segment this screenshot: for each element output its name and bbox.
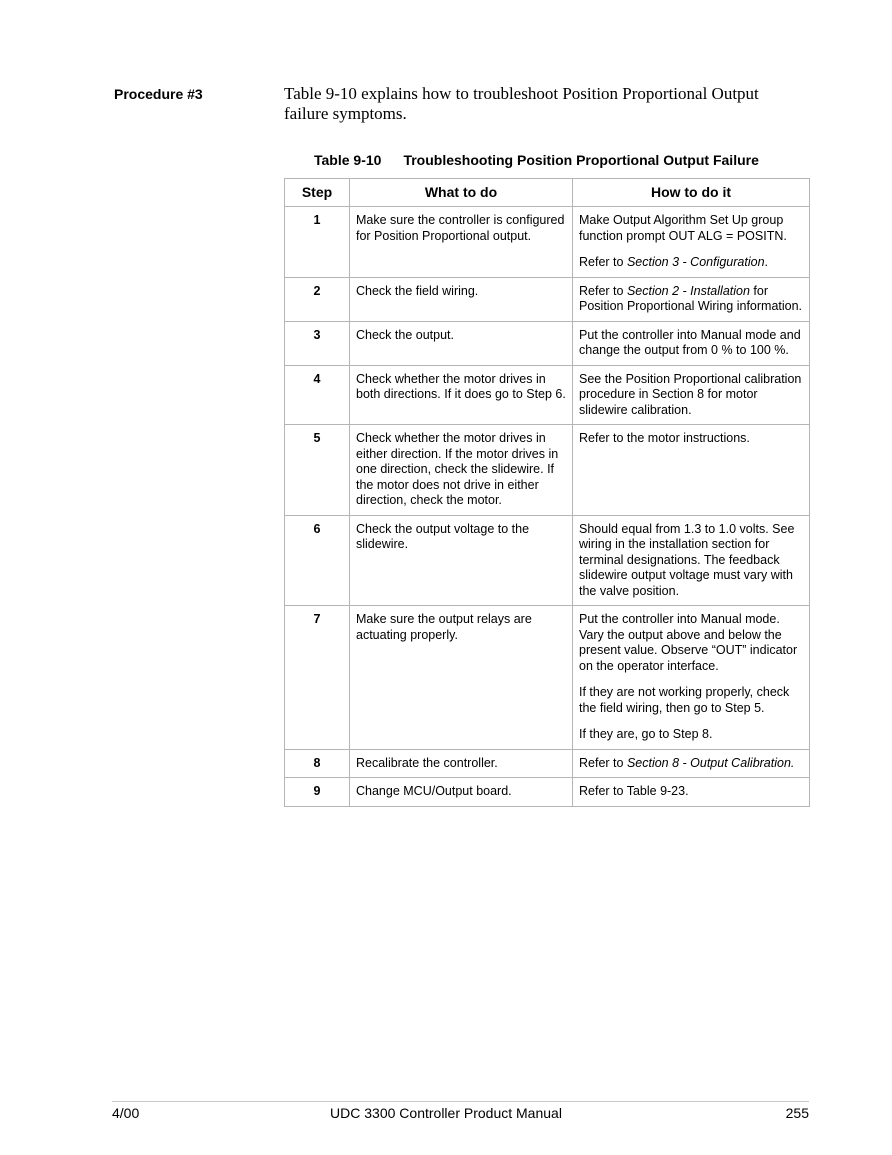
how-to-do-it-cell [573, 365, 810, 425]
what-to-do-cell: Check whether the motor drives in both directions. If it does go to Step 6. [350, 365, 573, 425]
step-number: 5 [285, 425, 350, 516]
table-row [285, 277, 810, 321]
what-to-do-cell: Check the output. [350, 321, 573, 365]
reference-suffix: . [764, 255, 769, 269]
how-to-do-it-cell [573, 277, 810, 321]
how-to-do-it-cell [573, 778, 810, 807]
how-to-do-it-paragraph: Refer to the motor instructions. [579, 431, 750, 445]
how-to-do-it-paragraph: If they are not working properly, check the field wiring, then go to Step 5. [579, 685, 790, 715]
how-to-do-it-cell [573, 515, 810, 606]
how-to-do-it-paragraph [579, 756, 803, 772]
how-to-do-it-paragraph: Should equal from 1.3 to 1.0 volts. See wiring in the installation section for terminal designations. The feedback slidewire output voltage must vary with the valve position. [579, 521, 795, 598]
how-to-do-it-cell [573, 606, 810, 750]
reference-prefix: Refer to [579, 255, 627, 269]
reference-suffix: for Position Proportional Wiring information. [579, 283, 803, 313]
table-row [285, 425, 810, 516]
table-caption [314, 152, 759, 168]
step-number: 3 [285, 321, 350, 365]
table-row [285, 365, 810, 425]
how-to-do-it-cell [573, 207, 810, 278]
footer-manual-title: UDC 3300 Controller Product Manual [330, 1105, 562, 1121]
how-to-do-it-paragraph: Make Output Algorithm Set Up group function prompt OUT ALG = POSITN. [579, 213, 787, 243]
header-how-to-do-it: How to do it [573, 179, 810, 207]
how-to-do-it-paragraph: Put the controller into Manual mode and change the output from 0 % to 100 %. [579, 327, 801, 357]
step-number: 1 [285, 207, 350, 278]
table-row [285, 749, 810, 778]
footer-divider [112, 1101, 809, 1102]
footer-page-number: 255 [785, 1105, 809, 1121]
how-to-do-it-paragraph: See the Position Proportional calibration procedure in Section 8 for motor slidewire calibration. [579, 371, 802, 417]
how-to-do-it-cell [573, 321, 810, 365]
how-to-do-it-paragraph [579, 284, 803, 315]
step-number: 2 [285, 277, 350, 321]
header-what-to-do: What to do [350, 179, 573, 207]
table-row [285, 207, 810, 278]
step-number: 7 [285, 606, 350, 750]
footer-date: 4/00 [112, 1105, 140, 1121]
reference-prefix: Refer to [579, 755, 627, 770]
how-to-do-it-cell [573, 749, 810, 778]
table-body [285, 207, 810, 807]
how-to-do-it-paragraph: Refer to Table 9-23. [579, 784, 689, 798]
reference-section: Section 8 - Output Calibration. [626, 755, 795, 770]
how-to-do-it-paragraph: If they are, go to Step 8. [579, 727, 713, 741]
step-number: 4 [285, 365, 350, 425]
table-header-row [285, 179, 810, 207]
table-row [285, 321, 810, 365]
step-number: 8 [285, 749, 350, 778]
procedure-label: Procedure #3 [114, 86, 203, 102]
what-to-do-cell: Recalibrate the controller. [350, 749, 573, 778]
what-to-do-cell: Check the output voltage to the slidewire. [350, 515, 573, 606]
intro-paragraph: Table 9-10 explains how to troubleshoot Position Proportional Output failure symptoms. [284, 84, 759, 123]
reference-section: Section 2 - Installation [626, 283, 750, 298]
how-to-do-it-cell [573, 425, 810, 516]
reference-section: Section 3 - Configuration [626, 255, 765, 269]
table-caption-number: Table 9-10 [314, 152, 382, 168]
what-to-do-cell: Check the field wiring. [350, 277, 573, 321]
how-to-do-it-paragraph [579, 255, 803, 271]
how-to-do-it-paragraph: Put the controller into Manual mode. Vary the output above and below the present value. Observe “OUT” indicator on the operator interface. [579, 612, 798, 673]
what-to-do-cell: Make sure the output relays are actuating properly. [350, 606, 573, 750]
table-row [285, 606, 810, 750]
table-row [285, 515, 810, 606]
table-caption-title: Troubleshooting Position Proportional Output Failure [403, 152, 759, 168]
troubleshooting-table [284, 178, 810, 807]
what-to-do-cell: Make sure the controller is configured for Position Proportional output. [350, 207, 573, 278]
step-number: 6 [285, 515, 350, 606]
table-row [285, 778, 810, 807]
step-number: 9 [285, 778, 350, 807]
reference-prefix: Refer to [579, 283, 627, 298]
header-step: Step [285, 179, 350, 207]
what-to-do-cell: Change MCU/Output board. [350, 778, 573, 807]
what-to-do-cell: Check whether the motor drives in either direction. If the motor drives in one direction, check the slidewire. If the motor does not drive in either direction, check the motor. [350, 425, 573, 516]
